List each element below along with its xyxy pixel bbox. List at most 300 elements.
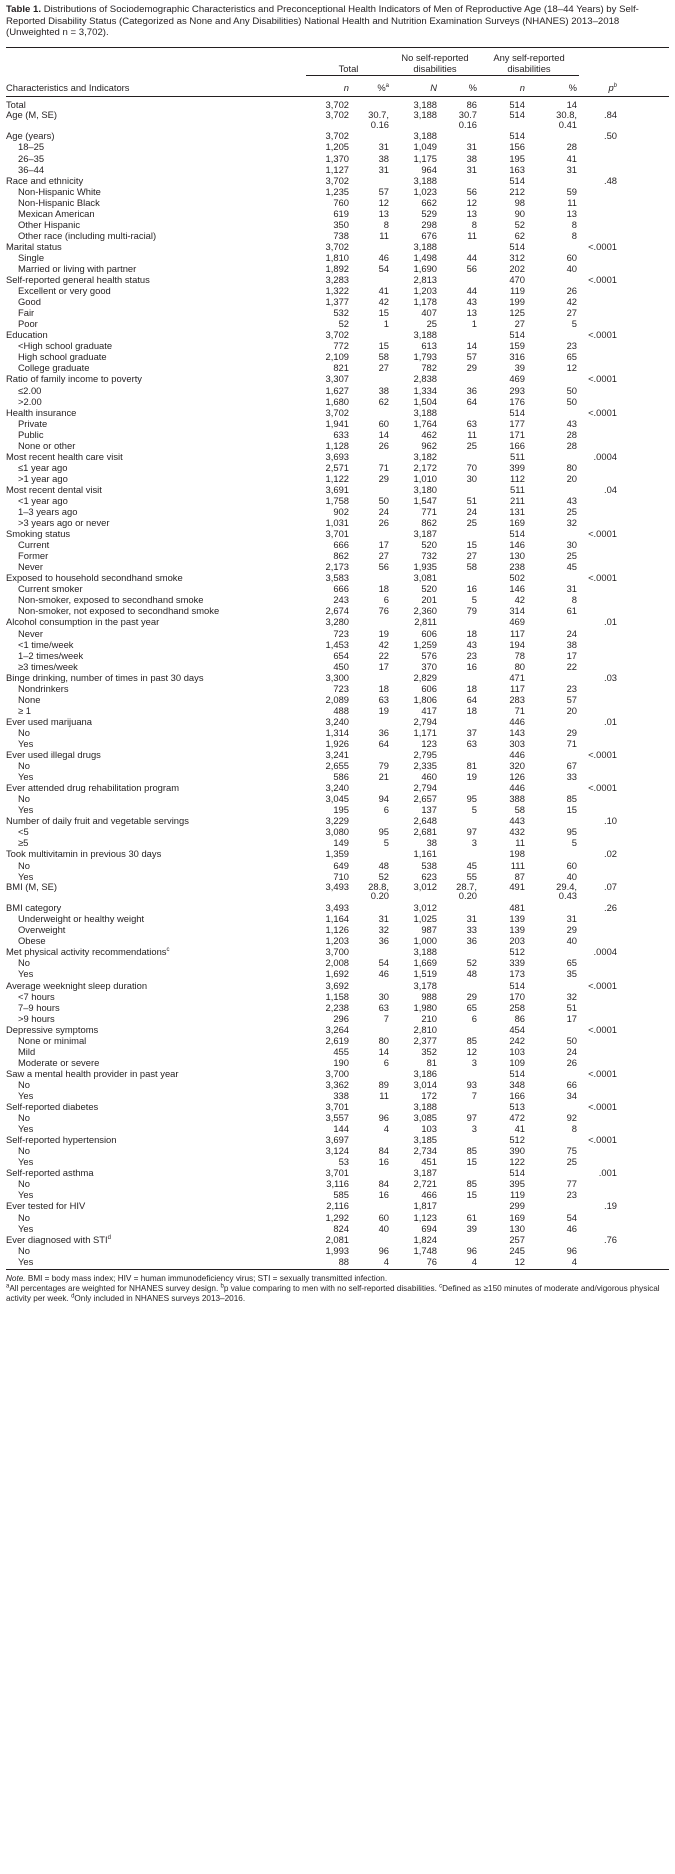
cell-none-n: 3,188 xyxy=(413,329,437,341)
table-row xyxy=(6,782,669,793)
row-label: Yes xyxy=(18,804,34,816)
cell-none-n: 3,187 xyxy=(413,528,437,540)
cell-none-pct: 56 xyxy=(466,185,477,197)
cell-total-n: 88 xyxy=(306,1256,351,1270)
row-label: Mild xyxy=(18,1045,36,1057)
cell-total-n: 1,203 xyxy=(325,935,349,947)
cell-none-pct: 64 xyxy=(466,395,477,407)
cell-total-n: 3,300 xyxy=(325,671,349,683)
cell-total-n: 902 xyxy=(333,506,349,518)
cell-total-n: 1,377 xyxy=(325,296,349,308)
cell-none-n: 2,810 xyxy=(413,1023,437,1035)
cell-none-n: 1,023 xyxy=(413,185,437,197)
cell-any-pct: 13 xyxy=(566,207,578,219)
cell-none-pct: 31 xyxy=(466,913,477,925)
cell-total-pct: 15 xyxy=(378,340,389,352)
cell-any-pct: 50 xyxy=(566,1034,578,1046)
cell-none-n: 1,824 xyxy=(413,1233,437,1245)
cell-none-n: 1,203 xyxy=(413,285,437,297)
table-row xyxy=(6,1090,669,1101)
cell-none-n: 3,188 xyxy=(413,109,437,120)
cell-none-pct: 39 xyxy=(466,1222,477,1234)
row-label: No xyxy=(18,1078,30,1090)
row-label: Average weeknight sleep duration xyxy=(6,979,148,991)
cell-none-n: 1,161 xyxy=(413,848,437,860)
table-row xyxy=(6,1212,669,1223)
table-page xyxy=(6,4,669,1304)
cell-total-n: 350 xyxy=(333,218,349,230)
row-label: 26–35 xyxy=(18,152,45,164)
cell-total-n: 455 xyxy=(333,1045,349,1057)
cell-p-value xyxy=(579,362,669,373)
cell-any-n: 513 xyxy=(509,1101,525,1113)
table-row xyxy=(6,197,669,208)
cell-p-value xyxy=(579,683,669,694)
cell-any-pct: 46 xyxy=(566,1222,578,1234)
cell-none-n: 3,188 xyxy=(413,946,437,958)
row-label: Most recent health care visit xyxy=(6,450,123,462)
cell-total-n: 2,674 xyxy=(325,605,349,617)
cell-none-pct: 5 xyxy=(471,594,477,606)
cell-none-n: 3,188 xyxy=(413,406,437,418)
cell-none-pct xyxy=(439,716,479,727)
cell-total-n: 586 xyxy=(333,771,349,783)
row-label: Current xyxy=(18,539,50,551)
cell-none-n: 123 xyxy=(421,738,437,749)
row-label: Ever tested for HIV xyxy=(6,1200,86,1212)
cell-total-n: 3,693 xyxy=(325,450,349,462)
cell-none-n: 407 xyxy=(421,307,437,319)
cell-any-pct: 12 xyxy=(566,362,578,374)
table-row xyxy=(6,340,669,351)
row-label: Met physical activity recommendations$^c$ xyxy=(6,946,170,958)
cell-none-n: 1,049 xyxy=(413,141,437,153)
cell-none-pct: 52 xyxy=(466,957,477,969)
cell-p-value xyxy=(579,871,669,882)
row-label: Yes xyxy=(18,771,34,783)
cell-p-value xyxy=(579,1035,669,1046)
table-row xyxy=(6,771,669,782)
table-row xyxy=(6,738,669,749)
cell-total-pct: 16 xyxy=(378,1189,389,1201)
cell-p-value xyxy=(579,263,669,274)
cell-p-value xyxy=(579,153,669,164)
cell-total-pct: 24 xyxy=(378,506,389,518)
table-row xyxy=(6,716,669,727)
row-label: Other Hispanic xyxy=(18,218,81,230)
cell-none-pct xyxy=(439,241,479,252)
table-row xyxy=(6,837,669,848)
header-group-total: Total xyxy=(306,47,391,75)
row-label: 1–2 times/week xyxy=(18,649,84,661)
row-label: Most recent dental visit xyxy=(6,483,102,495)
cell-p-value xyxy=(579,760,669,771)
cell-total-pct: 27 xyxy=(378,362,389,374)
cell-any-n: 11 xyxy=(515,837,525,849)
cell-total-pct xyxy=(351,407,391,418)
cell-total-n: 195 xyxy=(333,804,349,816)
cell-any-n: 471 xyxy=(509,671,525,683)
cell-any-n: 303 xyxy=(509,738,525,749)
cell-total-n: 3,583 xyxy=(325,572,349,584)
cell-p-value xyxy=(579,517,669,528)
cell-none-pct: 29 xyxy=(466,990,477,1002)
cell-any-n: 117 xyxy=(510,627,525,639)
cell-total-pct xyxy=(351,672,391,683)
cell-none-n: 2,172 xyxy=(413,461,437,473)
cell-total-n: 3,702 xyxy=(325,109,349,120)
cell-any-pct: 28 xyxy=(566,439,578,451)
cell-p-value xyxy=(579,804,669,815)
table-row xyxy=(6,683,669,694)
cell-total-pct: 41 xyxy=(378,285,389,297)
cell-p-value xyxy=(579,1112,669,1123)
cell-any-n: 390 xyxy=(509,1145,525,1157)
cell-any-pct: 28 xyxy=(566,428,578,440)
table-row xyxy=(6,285,669,296)
cell-total-pct: 31 xyxy=(378,141,389,153)
cell-p-value xyxy=(579,924,669,935)
cell-p-value xyxy=(579,318,669,329)
cell-none-pct: 25 xyxy=(466,439,477,451)
table-row xyxy=(6,815,669,826)
cell-any-n: 86 xyxy=(514,1012,525,1024)
cell-total-n: 3,493 xyxy=(325,881,349,892)
cell-total-n: 3,124 xyxy=(325,1145,349,1157)
cell-total-n: 1,164 xyxy=(325,913,349,925)
cell-any-pct: 4 xyxy=(527,1256,579,1270)
cell-total-pct: 42 xyxy=(378,296,389,308)
cell-any-n: 130 xyxy=(509,550,525,562)
cell-total-pct xyxy=(351,528,391,539)
cell-none-n: 210 xyxy=(421,1012,437,1024)
cell-none-n: 1,748 xyxy=(413,1244,437,1256)
cell-total-pct: 96 xyxy=(378,1112,389,1124)
cell-none-pct xyxy=(439,1068,479,1079)
row-label: >2.00 xyxy=(18,395,42,407)
table-row xyxy=(6,153,669,164)
cell-none-pct xyxy=(439,1234,479,1245)
cell-any-pct: 23 xyxy=(566,682,578,694)
cell-p-value xyxy=(579,96,669,110)
cell-total-pct: 36 xyxy=(378,935,389,947)
cell-p-value: <.0001 xyxy=(588,1023,618,1035)
table-row xyxy=(6,329,669,340)
row-label: Self-reported diabetes xyxy=(6,1101,99,1113)
cell-any-pct: 23 xyxy=(566,340,578,352)
cell-none-n: 172 xyxy=(421,1090,437,1101)
cell-any-n: 163 xyxy=(509,163,525,175)
cell-p-value xyxy=(579,495,669,506)
cell-any-pct: 85 xyxy=(566,793,578,805)
cell-none-n: 2,795 xyxy=(413,749,437,761)
cell-any-n: 242 xyxy=(509,1034,525,1046)
cell-none-pct: 61 xyxy=(466,1211,477,1223)
cell-p-value xyxy=(579,230,669,241)
table-row xyxy=(6,252,669,263)
table-row xyxy=(6,672,669,683)
cell-any-pct: 15 xyxy=(566,804,578,816)
cell-total-pct: 79 xyxy=(378,760,389,772)
cell-total-pct xyxy=(351,980,391,991)
table-row xyxy=(6,1156,669,1167)
cell-p-value xyxy=(579,727,669,738)
cell-total-pct: 13 xyxy=(378,207,389,219)
cell-p-value xyxy=(579,1189,669,1200)
cell-any-pct: 96 xyxy=(566,1244,578,1256)
cell-total-n: 3,493 xyxy=(325,902,349,914)
cell-total-n: 338 xyxy=(333,1090,349,1101)
row-label: ≥ 1 xyxy=(18,704,31,716)
cell-none-n: 1,547 xyxy=(413,494,437,506)
row-label: Poor xyxy=(18,318,38,330)
row-label: Private xyxy=(18,417,48,429)
cell-any-pct xyxy=(527,1134,579,1145)
cell-any-n: 171 xyxy=(509,428,525,440)
cell-total-pct: 58 xyxy=(378,351,389,363)
row-label: Yes xyxy=(18,1189,34,1201)
cell-any-pct: 20 xyxy=(566,472,578,484)
cell-total-n: 3,080 xyxy=(325,826,349,838)
cell-any-n: 320 xyxy=(509,760,525,772)
cell-total-n: 3,702 xyxy=(325,240,349,252)
cell-none-n: 38 xyxy=(426,837,437,849)
cell-none-pct: 12 xyxy=(466,1045,477,1057)
cell-p-value xyxy=(579,705,669,716)
cell-any-n: 169 xyxy=(509,517,525,529)
row-label: High school graduate xyxy=(18,351,107,363)
cell-any-n: 258 xyxy=(509,1001,525,1013)
cell-total-pct xyxy=(351,96,391,110)
row-label: Underweight or healthy weight xyxy=(18,913,145,925)
cell-any-n: 198 xyxy=(509,848,525,860)
cell-total-n: 619 xyxy=(333,207,349,219)
cell-any-n: 166 xyxy=(509,439,525,451)
cell-total-pct: 6 xyxy=(383,804,389,816)
cell-none-pct: 13 xyxy=(466,207,477,219)
cell-p-value: .01 xyxy=(603,616,618,628)
cell-none-n: 3,188 xyxy=(413,98,437,110)
cell-none-pct: 14 xyxy=(466,340,477,352)
cell-any-pct xyxy=(527,980,579,991)
cell-total-n: 149 xyxy=(333,837,349,849)
cell-p-value xyxy=(579,1223,669,1234)
cell-any-pct: 5 xyxy=(571,318,578,330)
cell-any-pct: 57 xyxy=(566,693,578,705)
table-row xyxy=(6,594,669,605)
row-label: Marital status xyxy=(6,240,62,252)
cell-p-value: <.0001 xyxy=(588,1101,618,1113)
cell-any-pct: 14 xyxy=(566,98,578,110)
cell-none-n: 1,010 xyxy=(413,472,437,484)
table-row xyxy=(6,957,669,968)
cell-p-value xyxy=(579,1212,669,1223)
cell-total-n: 243 xyxy=(333,594,349,606)
cell-any-n: 203 xyxy=(509,935,525,947)
cell-p-value xyxy=(579,1256,669,1270)
cell-total-pct: 89 xyxy=(378,1078,389,1090)
table-row xyxy=(6,1112,669,1123)
cell-total-pct: 60 xyxy=(378,1211,389,1223)
cell-any-n: 432 xyxy=(509,826,525,838)
cell-any-n: 39 xyxy=(514,362,525,374)
cell-any-n: 195 xyxy=(509,152,525,164)
cell-none-n: 1,806 xyxy=(413,693,437,705)
cell-total-n: 532 xyxy=(333,307,349,319)
cell-any-n: 166 xyxy=(509,1090,525,1101)
cell-total-n: 3,116 xyxy=(326,1178,349,1190)
cell-total-n: 738 xyxy=(333,229,349,241)
cell-any-n: 514 xyxy=(509,109,525,120)
table-row xyxy=(6,935,669,946)
cell-total-n: 2,655 xyxy=(325,760,349,772)
row-label: Alcohol consumption in the past year xyxy=(6,616,160,628)
cell-p-value: <.0001 xyxy=(588,373,618,385)
table-row xyxy=(6,175,669,186)
cell-none-n: 2,811 xyxy=(414,616,437,628)
cell-total-n: 3,702 xyxy=(325,329,349,341)
table-row xyxy=(6,1200,669,1211)
cell-any-n: 202 xyxy=(509,262,525,274)
cell-none-pct xyxy=(439,1024,479,1035)
cell-none-n: 2,838 xyxy=(413,373,437,385)
cell-total-pct: 12 xyxy=(378,196,389,208)
cell-total-n: 1,158 xyxy=(325,990,349,1002)
cell-none-pct: 31 xyxy=(466,163,477,175)
cell-any-n: 293 xyxy=(509,384,525,396)
table-row xyxy=(6,705,669,716)
row-label: Ever diagnosed with STI$^d$ xyxy=(6,1233,111,1245)
row-label: ≥3 times/week xyxy=(18,660,78,672)
cell-p-value xyxy=(579,1156,669,1167)
cell-total-n: 1,126 xyxy=(325,924,349,936)
table-row xyxy=(6,484,669,495)
cell-any-n: 446 xyxy=(509,782,525,794)
row-label: Health insurance xyxy=(6,406,77,418)
cell-total-pct xyxy=(351,1068,391,1079)
cell-total-n: 2,238 xyxy=(325,1001,349,1013)
cell-p-value: .001 xyxy=(598,1167,618,1179)
cell-none-n: 25 xyxy=(426,318,437,330)
row-label: Fair xyxy=(18,307,35,319)
table-row xyxy=(6,1101,669,1112)
table-row xyxy=(6,141,669,152)
cell-total-pct: 38 xyxy=(378,384,389,396)
cell-total-n: 144 xyxy=(333,1123,349,1135)
cell-total-pct: 32 xyxy=(378,924,389,936)
cell-any-pct: 25 xyxy=(566,506,578,518)
cell-total-pct: 76 xyxy=(378,605,389,617)
cell-any-pct: 8 xyxy=(571,594,578,606)
cell-none-n: 3,178 xyxy=(413,979,437,991)
cell-total-pct xyxy=(351,175,391,186)
table-row xyxy=(6,1189,669,1200)
cell-total-pct xyxy=(351,946,391,957)
cell-total-pct xyxy=(351,815,391,826)
cell-any-pct xyxy=(527,716,579,727)
cell-none-pct: 85 xyxy=(466,1178,477,1190)
cell-none-n: 2,335 xyxy=(413,760,437,772)
cell-total-pct: 17 xyxy=(378,660,389,672)
row-label: ≥5 xyxy=(18,837,29,849)
table-row xyxy=(6,396,669,407)
cell-p-value xyxy=(579,396,669,407)
cell-none-pct xyxy=(439,572,479,583)
cell-none-n: 1,935 xyxy=(413,561,437,573)
header-any-pct: % xyxy=(527,75,579,96)
cell-any-pct xyxy=(527,241,579,252)
cell-p-value xyxy=(579,826,669,837)
cell-total-n: 3,045 xyxy=(325,793,349,805)
cell-total-n: 1,453 xyxy=(325,638,349,650)
cell-none-pct xyxy=(439,815,479,826)
cell-any-n: 514 xyxy=(509,240,525,252)
cell-total-n: 723 xyxy=(333,682,349,694)
cell-none-pct: 63 xyxy=(466,417,477,429)
cell-any-n: 119 xyxy=(510,1189,525,1201)
cell-none-pct: 44 xyxy=(466,251,477,263)
table-row xyxy=(6,385,669,396)
cell-none-pct: 16 xyxy=(466,583,477,595)
table-row xyxy=(6,1013,669,1024)
cell-total-n: 1,892 xyxy=(325,262,349,274)
cell-total-pct xyxy=(351,902,391,913)
cell-any-n: 103 xyxy=(509,1045,525,1057)
cell-total-pct: 8 xyxy=(383,218,389,230)
cell-total-pct: 63 xyxy=(378,1001,389,1013)
table-row xyxy=(6,871,669,882)
cell-none-n: 451 xyxy=(421,1156,437,1168)
table-row xyxy=(6,860,669,871)
cell-p-value xyxy=(579,561,669,572)
cell-none-n: 964 xyxy=(421,163,437,175)
cell-none-n: 2,734 xyxy=(413,1145,437,1157)
cell-none-n: 1,519 xyxy=(413,968,437,980)
cell-total-pct: 18 xyxy=(378,682,389,694)
cell-total-n: 654 xyxy=(333,649,349,661)
cell-p-value: .01 xyxy=(603,715,618,727)
row-label: College graduate xyxy=(18,362,90,374)
row-label: Non-Hispanic White xyxy=(18,185,101,197)
table-row xyxy=(6,550,669,561)
cell-none-pct: 8 xyxy=(471,218,477,230)
table-row xyxy=(6,968,669,979)
cell-none-n: 3,185 xyxy=(413,1134,437,1146)
table-row xyxy=(6,1068,669,1079)
cell-total-n: 824 xyxy=(333,1222,349,1234)
cell-p-value xyxy=(579,296,669,307)
cell-p-value xyxy=(579,628,669,639)
cell-any-pct xyxy=(527,672,579,683)
header-none-n: N xyxy=(391,75,439,96)
cell-none-n: 2,721 xyxy=(413,1178,437,1190)
cell-none-pct: 27 xyxy=(466,550,477,562)
table-row xyxy=(6,804,669,815)
cell-total-n: 1,292 xyxy=(325,1211,349,1223)
cell-p-value xyxy=(579,252,669,263)
row-label: Self-reported asthma xyxy=(6,1167,94,1179)
cell-none-pct: 12 xyxy=(466,196,477,208)
cell-none-pct xyxy=(439,980,479,991)
cell-none-n: 732 xyxy=(421,550,437,562)
cell-p-value xyxy=(579,473,669,484)
cell-p-value xyxy=(579,1145,669,1156)
cell-none-n: 1,817 xyxy=(413,1200,437,1212)
cell-none-pct: 11 xyxy=(467,428,477,440)
cell-p-value xyxy=(579,935,669,946)
cell-total-pct: 30.7, 0.16 xyxy=(368,109,389,130)
cell-total-pct: 27 xyxy=(378,550,389,562)
